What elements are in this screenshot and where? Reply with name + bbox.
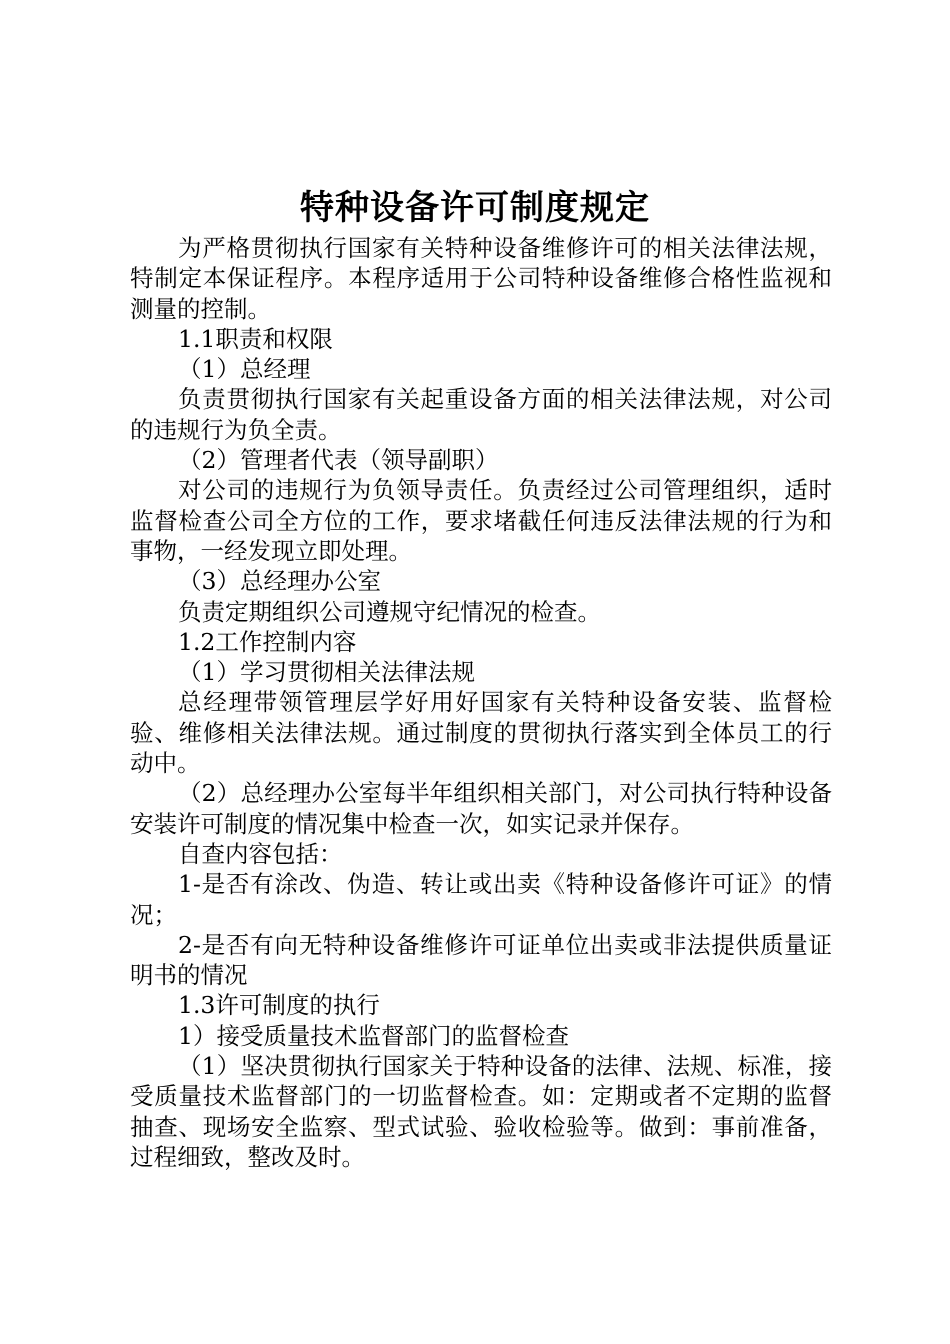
section-heading-1-1: 1.1职责和权限 [178, 324, 333, 353]
subheading-supervision: 1）接受质量技术监督部门的监督检查 [178, 1021, 569, 1050]
subheading-management-representative: （2）管理者代表（领导副职） [178, 446, 499, 475]
subheading-general-manager: （1）总经理 [178, 355, 311, 384]
subheading-study-laws: （1）学习贯彻相关法律法规 [178, 658, 475, 687]
paragraph-intro: 为严格贯彻执行国家有关特种设备维修许可的相关法律法规，特制定本保证程序。本程序适用于公司特种设备维修合格性监视和测量的控制。 [130, 234, 832, 323]
paragraph-supervision: （1）坚决贯彻执行国家关于特种设备的法律、法规、标准，接受质量技术监督部门的一切监督检查。如：定期或者不定期的监督抽查、现场安全监察、型式试验、验收检验等。做到：事前准备，过程细致，整改及时。 [130, 1052, 832, 1171]
list-item-check-2: 2-是否有向无特种设备维修许可证单位出卖或非法提供质量证明书的情况 [130, 930, 832, 990]
list-item-check-1: 1-是否有涂改、伪造、转让或出卖《特种设备修许可证》的情况； [130, 870, 832, 929]
paragraph-semiannual-check: （2）总经理办公室每半年组织相关部门，对公司执行特种设备安装许可制度的情况集中检查一次，如实记录并保存。 [130, 779, 832, 838]
section-heading-1-2: 1.2工作控制内容 [178, 627, 357, 656]
section-heading-1-3: 1.3许可制度的执行 [178, 991, 380, 1020]
paragraph-self-check-intro: 自查内容包括： [178, 839, 343, 868]
paragraph-gm-office: 负责定期组织公司遵规守纪情况的检查。 [178, 597, 601, 626]
paragraph-general-manager: 负责贯彻执行国家有关起重设备方面的相关法律法规，对公司的违规行为负全责。 [130, 385, 832, 444]
paragraph-management-representative: 对公司的违规行为负领导责任。负责经过公司管理组织，适时监督检查公司全方位的工作，要求堵截任何违反法律法规的行为和事物，一经发现立即处理。 [130, 476, 832, 565]
subheading-gm-office: （3）总经理办公室 [178, 567, 381, 596]
document-body [130, 233, 832, 1172]
paragraph-study-laws: 总经理带领管理层学好用好国家有关特种设备安装、监督检验、维修相关法律法规。通过制度的贯彻执行落实到全体员工的行动中。 [130, 688, 832, 778]
document-title: 特种设备许可制度规定 [300, 188, 650, 228]
